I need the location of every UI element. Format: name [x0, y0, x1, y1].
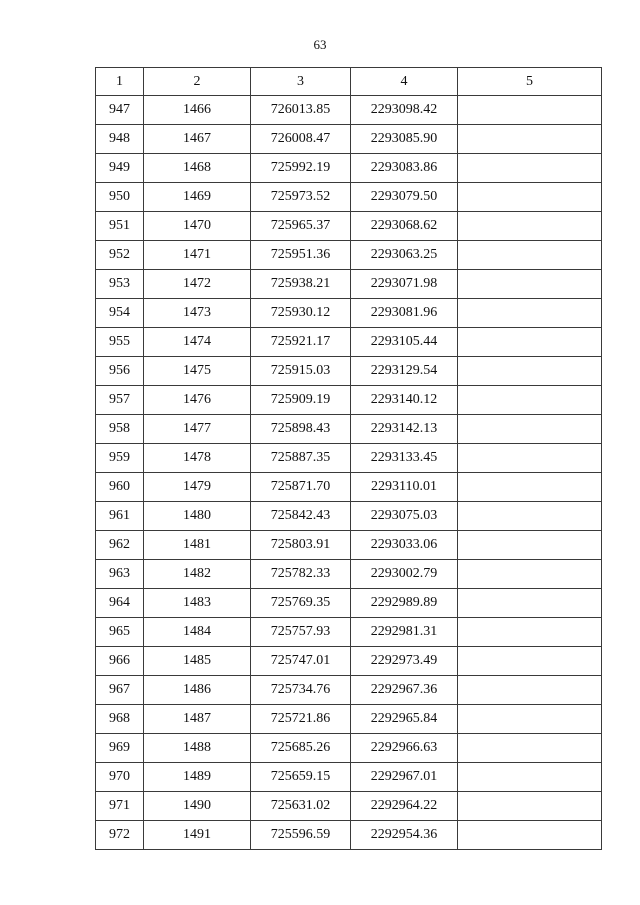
y-coordinate-cell: 2293002.79 [351, 560, 458, 589]
note-cell [458, 415, 602, 444]
note-cell [458, 183, 602, 212]
note-cell [458, 299, 602, 328]
point-number-cell: 1490 [144, 792, 251, 821]
table-row [96, 589, 602, 618]
y-coordinate-cell: 2293110.01 [351, 473, 458, 502]
table-row [96, 357, 602, 386]
table-row [96, 241, 602, 270]
column-header: 4 [351, 68, 458, 96]
point-number-cell: 1488 [144, 734, 251, 763]
page-number: 63 [313, 37, 327, 52]
table-row [96, 415, 602, 444]
table-row [96, 125, 602, 154]
x-coordinate-cell: 725659.15 [251, 763, 351, 792]
point-number-cell: 1491 [144, 821, 251, 850]
table-row [96, 473, 602, 502]
y-coordinate-cell: 2293140.12 [351, 386, 458, 415]
point-number-cell: 1472 [144, 270, 251, 299]
point-number-cell: 1469 [144, 183, 251, 212]
table-row [96, 299, 602, 328]
y-coordinate-cell: 2293068.62 [351, 212, 458, 241]
y-coordinate-cell: 2293083.86 [351, 154, 458, 183]
row-number-cell: 968 [96, 705, 144, 734]
note-cell [458, 125, 602, 154]
row-number-cell: 955 [96, 328, 144, 357]
point-number-cell: 1485 [144, 647, 251, 676]
y-coordinate-cell: 2292965.84 [351, 705, 458, 734]
point-number-cell: 1481 [144, 531, 251, 560]
row-number-cell: 956 [96, 357, 144, 386]
x-coordinate-cell: 725803.91 [251, 531, 351, 560]
table-row [96, 212, 602, 241]
note-cell [458, 531, 602, 560]
column-header: 5 [458, 68, 602, 96]
row-number-cell: 953 [96, 270, 144, 299]
note-cell [458, 270, 602, 299]
table-row [96, 763, 602, 792]
point-number-cell: 1468 [144, 154, 251, 183]
row-number-cell: 952 [96, 241, 144, 270]
x-coordinate-cell: 725898.43 [251, 415, 351, 444]
x-coordinate-cell: 726013.85 [251, 96, 351, 125]
row-number-cell: 951 [96, 212, 144, 241]
table-row [96, 386, 602, 415]
x-coordinate-cell: 725734.76 [251, 676, 351, 705]
y-coordinate-cell: 2292967.36 [351, 676, 458, 705]
x-coordinate-cell: 725951.36 [251, 241, 351, 270]
y-coordinate-cell: 2293098.42 [351, 96, 458, 125]
row-number-cell: 961 [96, 502, 144, 531]
table-row [96, 531, 602, 560]
point-number-cell: 1478 [144, 444, 251, 473]
point-number-cell: 1477 [144, 415, 251, 444]
x-coordinate-cell: 725842.43 [251, 502, 351, 531]
x-coordinate-cell: 725930.12 [251, 299, 351, 328]
note-cell [458, 792, 602, 821]
row-number-cell: 964 [96, 589, 144, 618]
row-number-cell: 954 [96, 299, 144, 328]
row-number-cell: 970 [96, 763, 144, 792]
x-coordinate-cell: 725915.03 [251, 357, 351, 386]
note-cell [458, 473, 602, 502]
point-number-cell: 1474 [144, 328, 251, 357]
column-header: 3 [251, 68, 351, 96]
note-cell [458, 212, 602, 241]
y-coordinate-cell: 2293033.06 [351, 531, 458, 560]
table-row [96, 618, 602, 647]
table-row [96, 792, 602, 821]
x-coordinate-cell: 725596.59 [251, 821, 351, 850]
x-coordinate-cell: 725973.52 [251, 183, 351, 212]
point-number-cell: 1470 [144, 212, 251, 241]
point-number-cell: 1471 [144, 241, 251, 270]
table-row [96, 270, 602, 299]
point-number-cell: 1484 [144, 618, 251, 647]
table-row [96, 647, 602, 676]
note-cell [458, 763, 602, 792]
note-cell [458, 705, 602, 734]
note-cell [458, 560, 602, 589]
x-coordinate-cell: 726008.47 [251, 125, 351, 154]
x-coordinate-cell: 725938.21 [251, 270, 351, 299]
note-cell [458, 502, 602, 531]
table-body [96, 96, 602, 850]
x-coordinate-cell: 725887.35 [251, 444, 351, 473]
y-coordinate-cell: 2293133.45 [351, 444, 458, 473]
row-number-cell: 971 [96, 792, 144, 821]
point-number-cell: 1479 [144, 473, 251, 502]
x-coordinate-cell: 725965.37 [251, 212, 351, 241]
x-coordinate-cell: 725685.26 [251, 734, 351, 763]
x-coordinate-cell: 725782.33 [251, 560, 351, 589]
table-row [96, 734, 602, 763]
point-number-cell: 1489 [144, 763, 251, 792]
y-coordinate-cell: 2293071.98 [351, 270, 458, 299]
y-coordinate-cell: 2293142.13 [351, 415, 458, 444]
y-coordinate-cell: 2292989.89 [351, 589, 458, 618]
y-coordinate-cell: 2293075.03 [351, 502, 458, 531]
note-cell [458, 154, 602, 183]
point-number-cell: 1487 [144, 705, 251, 734]
note-cell [458, 386, 602, 415]
point-number-cell: 1480 [144, 502, 251, 531]
note-cell [458, 444, 602, 473]
note-cell [458, 676, 602, 705]
table-row [96, 154, 602, 183]
coordinates-table [95, 67, 602, 850]
table-row [96, 705, 602, 734]
x-coordinate-cell: 725757.93 [251, 618, 351, 647]
y-coordinate-cell: 2293079.50 [351, 183, 458, 212]
table-row [96, 444, 602, 473]
column-header: 2 [144, 68, 251, 96]
table-row [96, 183, 602, 212]
y-coordinate-cell: 2292964.22 [351, 792, 458, 821]
row-number-cell: 948 [96, 125, 144, 154]
note-cell [458, 734, 602, 763]
table-row [96, 560, 602, 589]
y-coordinate-cell: 2292966.63 [351, 734, 458, 763]
table-row [96, 328, 602, 357]
row-number-cell: 972 [96, 821, 144, 850]
table-row [96, 96, 602, 125]
table-row [96, 676, 602, 705]
y-coordinate-cell: 2292981.31 [351, 618, 458, 647]
point-number-cell: 1483 [144, 589, 251, 618]
x-coordinate-cell: 725721.86 [251, 705, 351, 734]
row-number-cell: 960 [96, 473, 144, 502]
x-coordinate-cell: 725909.19 [251, 386, 351, 415]
point-number-cell: 1473 [144, 299, 251, 328]
point-number-cell: 1486 [144, 676, 251, 705]
x-coordinate-cell: 725921.17 [251, 328, 351, 357]
x-coordinate-cell: 725631.02 [251, 792, 351, 821]
x-coordinate-cell: 725769.35 [251, 589, 351, 618]
y-coordinate-cell: 2293085.90 [351, 125, 458, 154]
row-number-cell: 957 [96, 386, 144, 415]
x-coordinate-cell: 725747.01 [251, 647, 351, 676]
note-cell [458, 821, 602, 850]
row-number-cell: 963 [96, 560, 144, 589]
y-coordinate-cell: 2293129.54 [351, 357, 458, 386]
note-cell [458, 96, 602, 125]
row-number-cell: 966 [96, 647, 144, 676]
x-coordinate-cell: 725871.70 [251, 473, 351, 502]
y-coordinate-cell: 2293081.96 [351, 299, 458, 328]
column-header: 1 [96, 68, 144, 96]
note-cell [458, 241, 602, 270]
x-coordinate-cell: 725992.19 [251, 154, 351, 183]
point-number-cell: 1467 [144, 125, 251, 154]
y-coordinate-cell: 2292954.36 [351, 821, 458, 850]
row-number-cell: 967 [96, 676, 144, 705]
note-cell [458, 328, 602, 357]
header-row [96, 68, 602, 96]
note-cell [458, 357, 602, 386]
table-row [96, 821, 602, 850]
row-number-cell: 947 [96, 96, 144, 125]
note-cell [458, 618, 602, 647]
point-number-cell: 1476 [144, 386, 251, 415]
row-number-cell: 950 [96, 183, 144, 212]
table-row [96, 502, 602, 531]
y-coordinate-cell: 2293105.44 [351, 328, 458, 357]
note-cell [458, 589, 602, 618]
row-number-cell: 962 [96, 531, 144, 560]
row-number-cell: 965 [96, 618, 144, 647]
point-number-cell: 1475 [144, 357, 251, 386]
row-number-cell: 958 [96, 415, 144, 444]
y-coordinate-cell: 2293063.25 [351, 241, 458, 270]
point-number-cell: 1466 [144, 96, 251, 125]
row-number-cell: 969 [96, 734, 144, 763]
y-coordinate-cell: 2292973.49 [351, 647, 458, 676]
row-number-cell: 949 [96, 154, 144, 183]
point-number-cell: 1482 [144, 560, 251, 589]
y-coordinate-cell: 2292967.01 [351, 763, 458, 792]
note-cell [458, 647, 602, 676]
row-number-cell: 959 [96, 444, 144, 473]
